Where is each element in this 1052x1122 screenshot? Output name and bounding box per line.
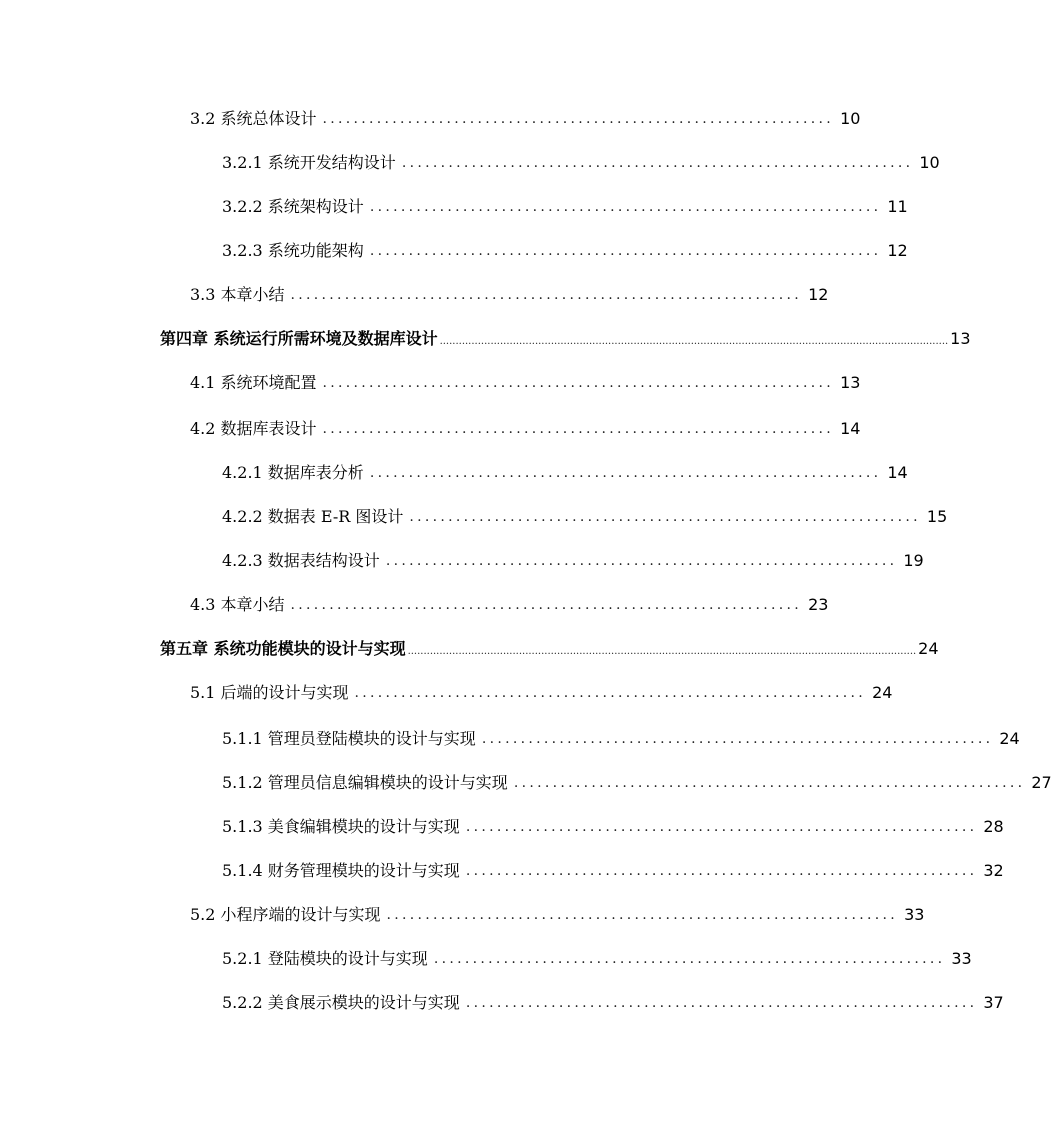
toc-entry-3-2-3[interactable] [222,238,908,264]
toc-entry-5-2-2[interactable] [222,990,1004,1016]
toc-entry-page: 14 [887,463,908,482]
toc-entry-page: 24 [999,729,1020,748]
dot-leader: .................................................................. [465,863,978,879]
toc-entry-page: 37 [983,993,1004,1012]
toc-entry-title: 4.2.2 数据表 E-R 图设计 [222,507,404,526]
toc-entry-title: 5.2.2 美食展示模块的设计与实现 [222,993,460,1012]
toc-entry-page: 13 [950,329,971,348]
toc-entry-title: 4.3 本章小结 [190,595,285,614]
toc-entry-4-1[interactable] [190,370,861,396]
toc-entry-page: 12 [887,241,908,260]
toc-entry-4-2-1[interactable] [222,460,908,486]
dot-leader: .................................................................. [386,907,899,923]
toc-entry-page: 14 [840,419,861,438]
toc-entry-title: 4.2 数据库表设计 [190,419,317,438]
dot-leader: .................................................................. [369,465,882,481]
toc-entry-5-1-1[interactable] [222,726,1020,752]
dot-leader: .................................................................. [409,509,921,525]
toc-entry-3-2[interactable] [190,106,861,132]
toc-entry-chapter-5[interactable] [160,636,939,662]
toc-entry-title: 5.1.2 管理员信息编辑模块的设计与实现 [222,773,508,792]
toc-entry-4-2-2[interactable] [222,504,948,530]
dot-leader: .................................................................. [481,731,994,747]
toc-entry-5-1-3[interactable] [222,814,1004,840]
toc-entry-3-2-2[interactable] [222,194,908,220]
toc-entry-4-2[interactable] [190,416,861,442]
toc-entry-title: 4.2.3 数据表结构设计 [222,551,380,570]
toc-entry-title: 3.3 本章小结 [190,285,285,304]
toc-entry-title: 3.2.2 系统架构设计 [222,197,364,216]
toc-entry-title: 5.2.1 登陆模块的设计与实现 [222,949,428,968]
toc-entry-5-1-4[interactable] [222,858,1004,884]
toc-entry-title: 4.1 系统环境配置 [190,373,317,392]
toc-entry-page: 13 [840,373,861,392]
toc-entry-title: 第五章 系统功能模块的设计与实现 [160,639,406,658]
toc-entry-5-1-2[interactable] [222,770,1052,796]
toc-entry-3-3[interactable] [190,282,829,308]
toc-entry-page: 28 [983,817,1004,836]
toc-entry-page: 33 [951,949,972,968]
toc-entry-title: 5.1 后端的设计与实现 [190,683,349,702]
toc-entry-page: 12 [808,285,829,304]
dot-leader: .................................................................. [465,819,978,835]
toc-entry-page: 11 [887,197,908,216]
toc-entry-5-2-1[interactable] [222,946,972,972]
dot-leader: .................................................................. [290,287,803,303]
toc-entry-title: 3.2 系统总体设计 [190,109,317,128]
toc-entry-chapter-4[interactable] [160,326,971,352]
toc-entry-page: 19 [903,551,924,570]
dot-leader: .................................................................. [513,775,1026,791]
toc-entry-page: 24 [872,683,893,702]
toc-entry-page: 27 [1031,773,1052,792]
toc-entry-title: 4.2.1 数据库表分析 [222,463,364,482]
dot-leader: .................................................................. [369,243,882,259]
toc-entry-title: 5.1.1 管理员登陆模块的设计与实现 [222,729,476,748]
dot-leader: .................................................................. [369,199,882,215]
dot-leader: ................................................................................................................................................................ [439,336,949,347]
toc-entry-title: 3.2.3 系统功能架构 [222,241,364,260]
toc-entry-4-3[interactable] [190,592,829,618]
dot-leader: .................................................................. [433,951,946,967]
toc-entry-title: 5.1.3 美食编辑模块的设计与实现 [222,817,460,836]
toc-entry-title: 3.2.1 系统开发结构设计 [222,153,396,172]
toc-entry-page: 32 [983,861,1004,880]
toc-entry-title: 5.2 小程序端的设计与实现 [190,905,381,924]
dot-leader: .................................................................. [354,685,867,701]
dot-leader: .................................................................. [322,375,835,391]
toc-entry-page: 15 [926,507,948,526]
dot-leader: .................................................................. [322,111,835,127]
toc-entry-title: 5.1.4 财务管理模块的设计与实现 [222,861,460,880]
toc-entry-page: 23 [808,595,829,614]
toc-entry-5-1[interactable] [190,680,893,706]
toc-entry-page: 10 [919,153,940,172]
dot-leader: .................................................................. [290,597,803,613]
toc-entry-title: 第四章 系统运行所需环境及数据库设计 [160,329,438,348]
dot-leader: .................................................................. [322,421,835,437]
dot-leader: .................................................................. [465,995,978,1011]
toc-entry-page: 10 [840,109,861,128]
dot-leader: .................................................................. [401,155,914,171]
toc-entry-4-2-3[interactable] [222,548,924,574]
dot-leader: ................................................................................................................................................................ [407,646,917,657]
toc-entry-page: 33 [904,905,925,924]
toc-entry-page: 24 [918,639,939,658]
toc-entry-5-2[interactable] [190,902,925,928]
dot-leader: .................................................................. [385,553,898,569]
toc-entry-3-2-1[interactable] [222,150,940,176]
